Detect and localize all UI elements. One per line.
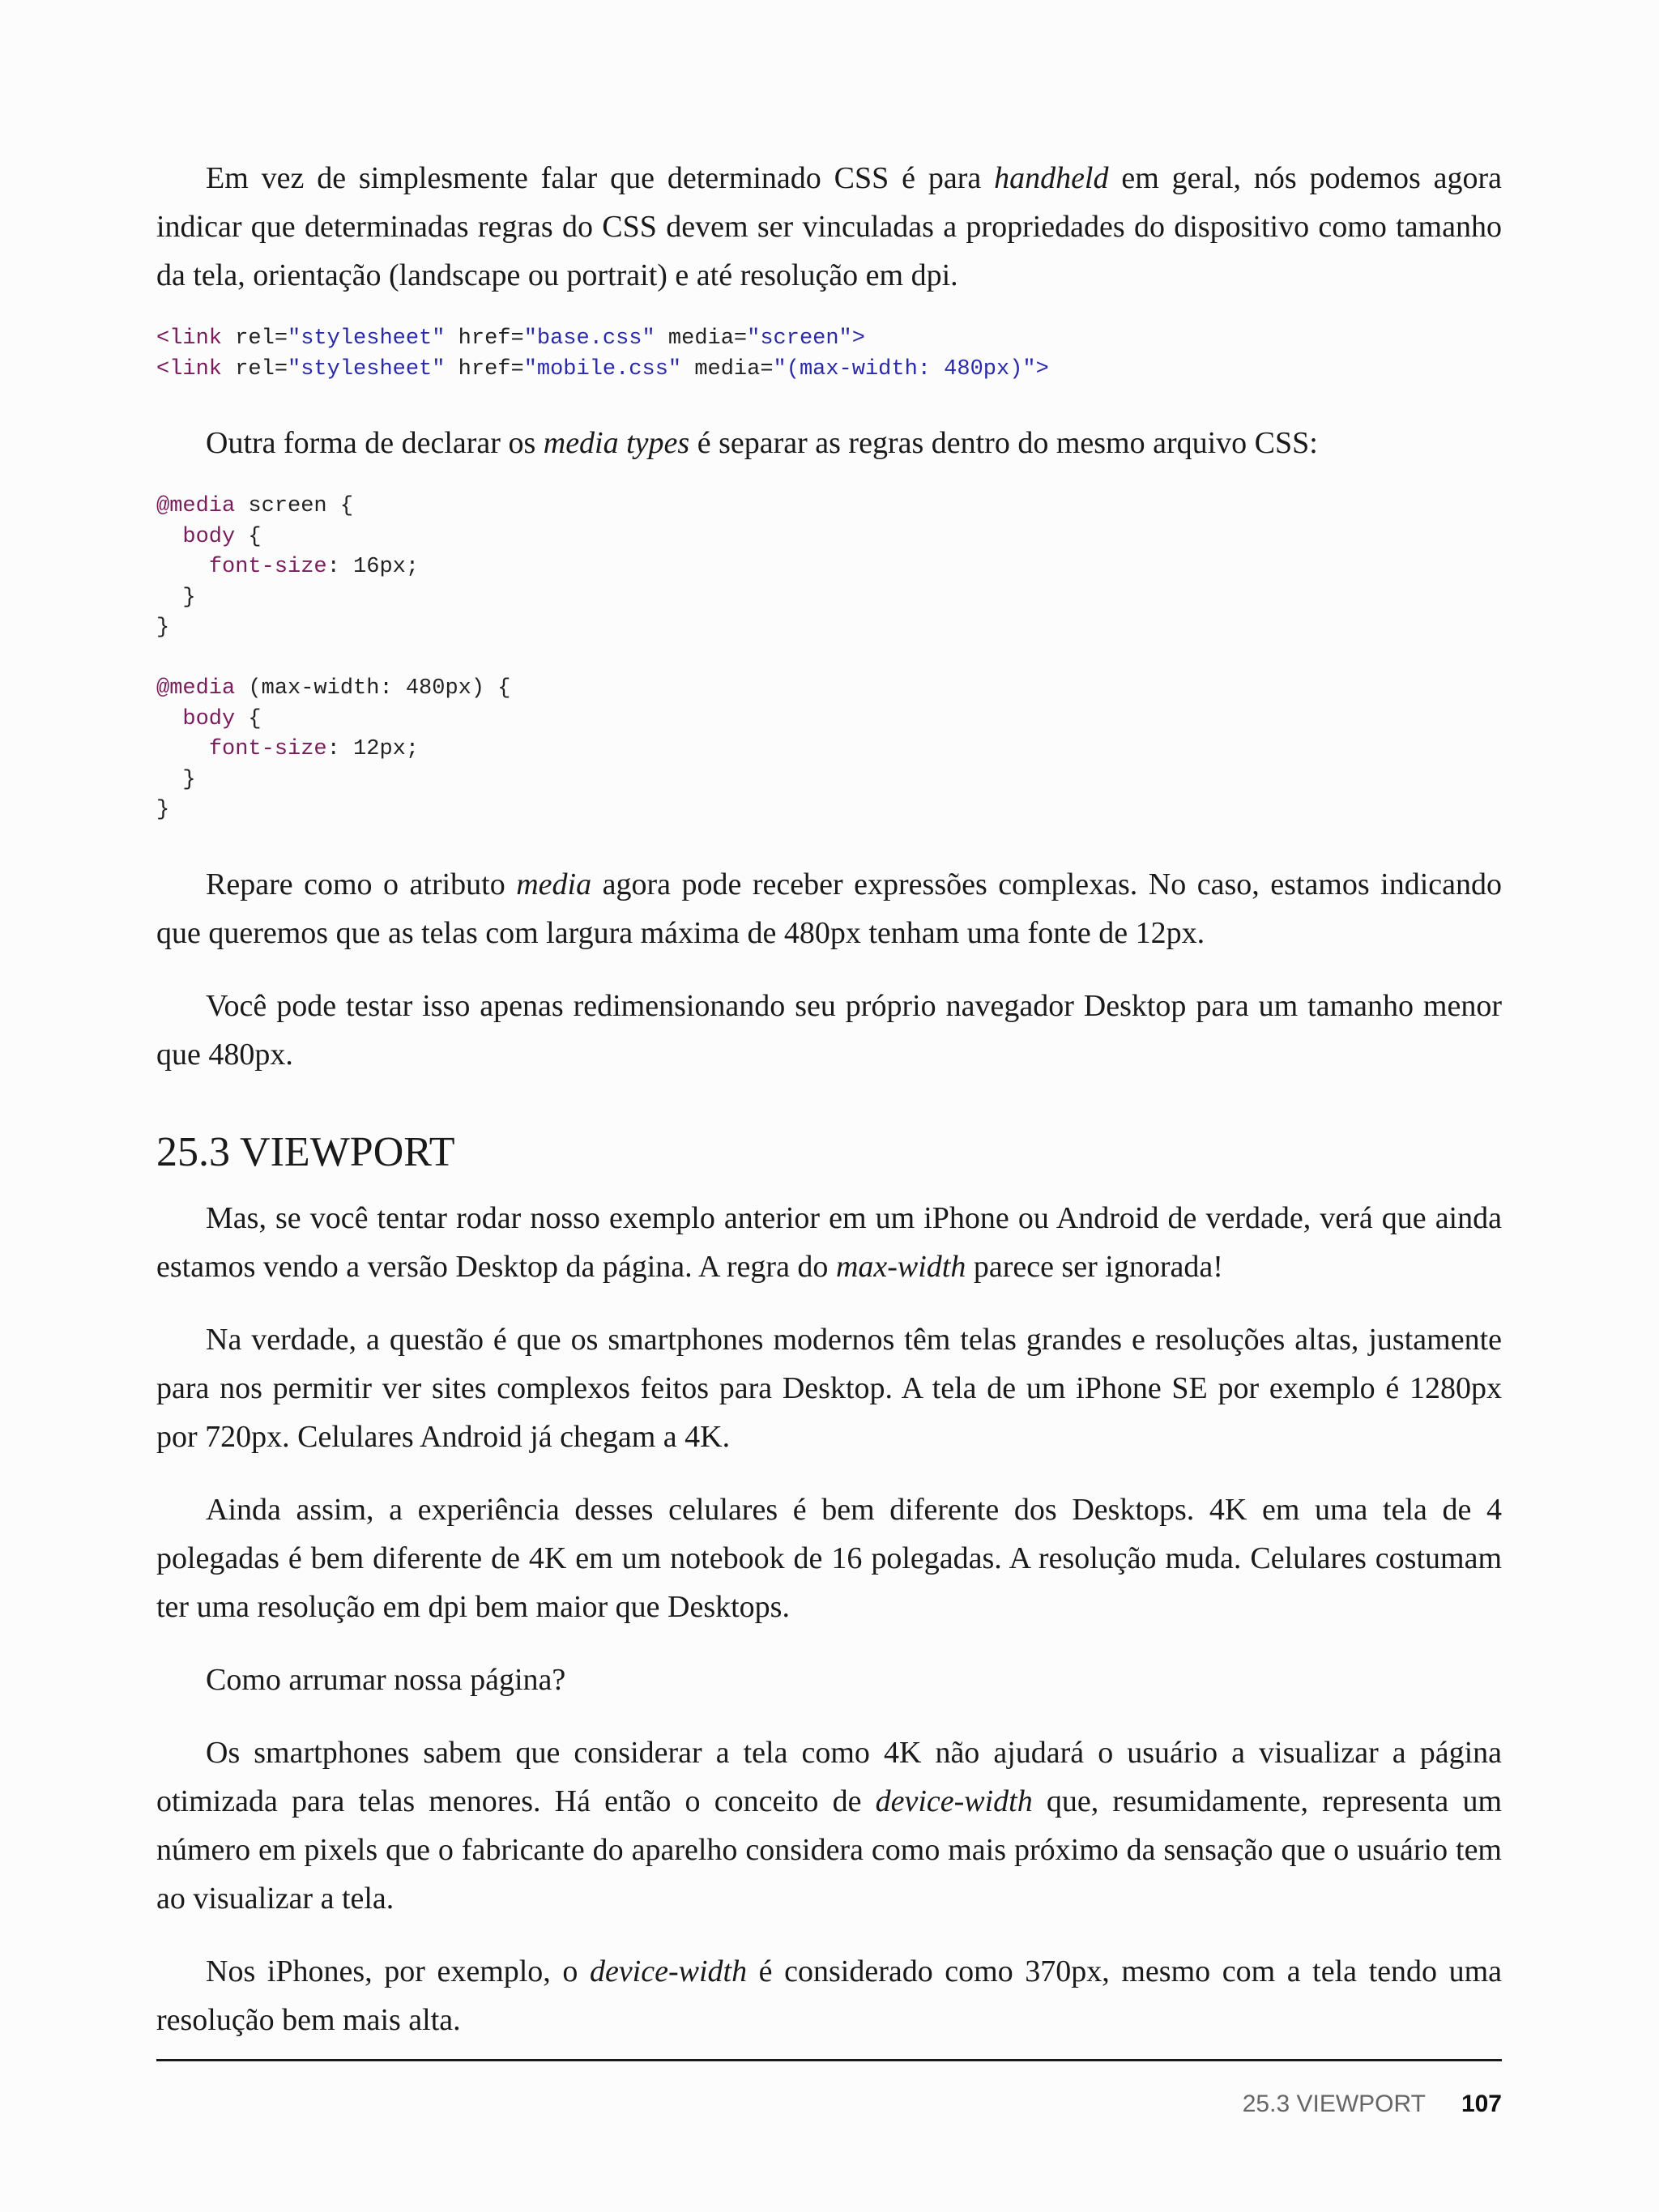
code-line: <link rel="stylesheet" href="mobile.css" media="(max-width: 480px)"> [156, 356, 1049, 381]
emphasis-handheld: handheld [994, 161, 1109, 195]
footer-section-title: 25.3 VIEWPORT [1242, 2091, 1426, 2117]
footer-divider [156, 2059, 1502, 2061]
emphasis-device-width: device-width [875, 1784, 1033, 1818]
paragraph-question: Como arrumar nossa página? [206, 1662, 566, 1697]
paragraph-smartphones-resolution: Na verdade, a questão é que os smartphones modernos têm telas grandes e resoluções altas, justamente para nos permitir ver sites complexos feitos para Desktop. A tela de um iPhone SE por exemplo é 1280px por 720px. Celulares Android já chegam a 4K. [156, 1322, 1502, 1454]
emphasis-max-width: max-width [835, 1249, 966, 1284]
paragraph-iphone-device-width: Nos iPhones, por exemplo, o device-width é considerado como 370px, mesmo com a tela tendo uma resolução bem mais alta. [156, 1954, 1502, 2037]
paragraph-media-types: Outra forma de declarar os media types é separar as regras dentro do mesmo arquivo CSS: [206, 426, 1318, 460]
paragraph-device-width: Os smartphones sabem que considerar a tela como 4K não ajudará o usuário a visualizar a página otimizada para telas menores. Há então o conceito de device-width que, resumidamente, representa um número em pixels que o fabricante do aparelho considera como mais próximo da sensação que o usuário tem ao visualizar a tela. [156, 1735, 1503, 1916]
code-block-link-tags [156, 324, 1502, 385]
code-block-media-queries: @media screen { body { font-size: 16px; } } @media (max-width: 480px) { body { font-size: 12px; } } [156, 494, 511, 822]
code-line: <link rel="stylesheet" href="base.css" media="screen"> [156, 326, 865, 351]
page-number: 107 [1461, 2091, 1502, 2117]
paragraph-intro: Em vez de simplesmente falar que determinado CSS é para handheld em geral, nós podemos agora indicar que determinadas regras do CSS devem ser vinculadas a propriedades do dispositivo como tamanho da tela, orientação (landscape ou portrait) e até resolução em dpi. [156, 161, 1502, 292]
paragraph-iphone-android: Mas, se você tentar rodar nosso exemplo anterior em um iPhone ou Android de verdade, verá que ainda estamos vendo a versão Desktop da página. A regra do max-width parece ser ignorada! [156, 1200, 1502, 1284]
paragraph-experience: Ainda assim, a experiência desses celulares é bem diferente dos Desktops. 4K em uma tela de 4 polegadas é bem diferente de 4K em um notebook de 16 polegadas. A resolução muda. Celulares costumam ter uma resolução em dpi bem maior que Desktops. [156, 1492, 1502, 1624]
page-body [156, 154, 1502, 2069]
page-footer [1243, 2088, 1502, 2120]
section-heading: 25.3 VIEWPORT [156, 1128, 455, 1175]
emphasis-device-width: device-width [589, 1954, 748, 1988]
emphasis-media: media [516, 867, 592, 901]
paragraph-media-attribute: Repare como o atributo media agora pode receber expressões complexas. No caso, estamos indicando que queremos que as telas com largura máxima de 480px tenham uma fonte de 12px. [156, 867, 1503, 950]
emphasis-media-types: media types [543, 426, 690, 460]
paragraph-test-resize: Você pode testar isso apenas redimensionando seu próprio navegador Desktop para um tamanho menor que 480px. [156, 988, 1502, 1072]
